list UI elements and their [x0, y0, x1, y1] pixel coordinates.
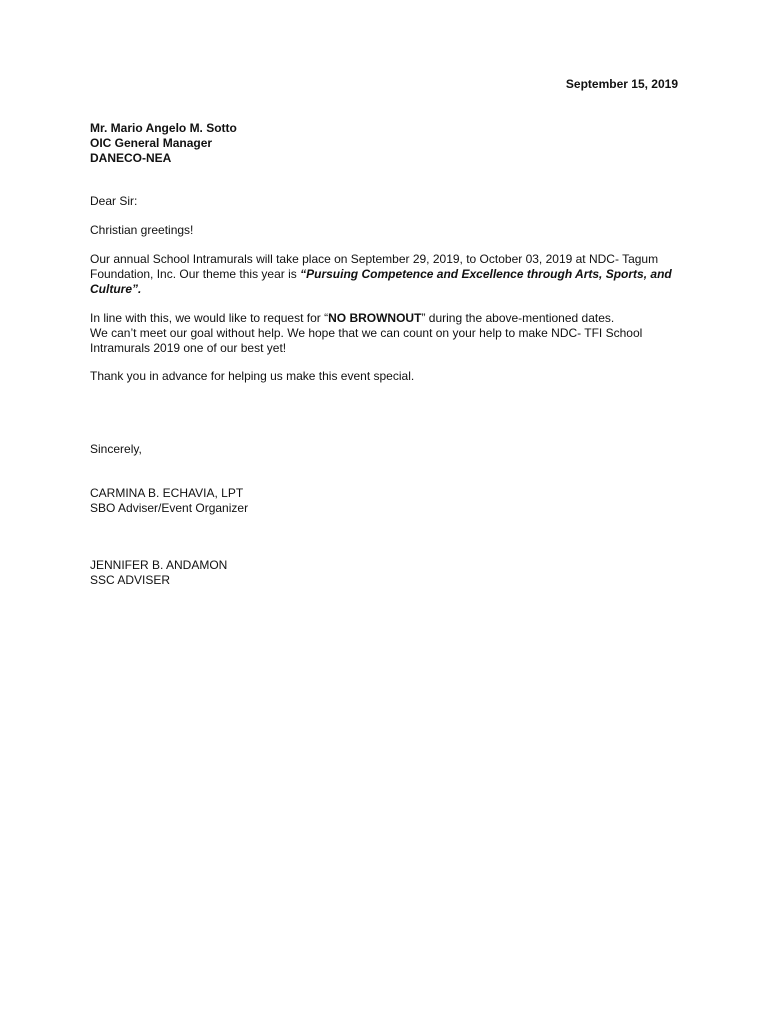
recipient-block [90, 121, 682, 166]
paragraph-request [90, 311, 682, 356]
signatory-name: JENNIFER B. ANDAMON [90, 558, 228, 572]
paragraph-line [90, 311, 682, 326]
signatory-block [90, 486, 682, 516]
theme-text-end: Culture”. [90, 282, 142, 296]
recipient-name: Mr. Mario Angelo M. Sotto [90, 121, 237, 135]
letter-date: September 15, 2019 [565, 77, 678, 91]
paragraph-intramurals [90, 252, 682, 297]
theme-text: “Pursuing Competence and Excellence through Arts, Sports, and [300, 267, 672, 281]
closing: Sincerely, [90, 442, 142, 456]
paragraph-thanks: Thank you in advance for helping us make this event special. [90, 369, 415, 383]
recipient-organization: DANECO-NEA [90, 151, 172, 165]
request-suffix: ” during the above-mentioned dates. [421, 311, 615, 325]
signatory-block [90, 558, 682, 588]
paragraph-line: Intramurals 2019 one of our best yet! [90, 341, 287, 355]
salutation: Dear Sir: [90, 194, 138, 208]
signatory-name: CARMINA B. ECHAVIA, LPT [90, 486, 244, 500]
greeting: Christian greetings! [90, 223, 194, 237]
theme-intro-text: Foundation, Inc. Our theme this year is [90, 267, 301, 281]
signatory-role: SBO Adviser/Event Organizer [90, 501, 249, 515]
paragraph-line: We can’t meet our goal without help. We hope that we can count on your help to make NDC- TFI School [90, 326, 643, 340]
request-prefix: In line with this, we would like to request for “ [90, 311, 329, 325]
signatory-role: SSC ADVISER [90, 573, 171, 587]
recipient-title: OIC General Manager [90, 136, 213, 150]
paragraph-line [90, 267, 682, 282]
paragraph-line: Our annual School Intramurals will take place on September 29, 2019, to October 03, 2019 at NDC- Tagum [90, 252, 659, 266]
request-emphasis: NO BROWNOUT [328, 311, 422, 325]
